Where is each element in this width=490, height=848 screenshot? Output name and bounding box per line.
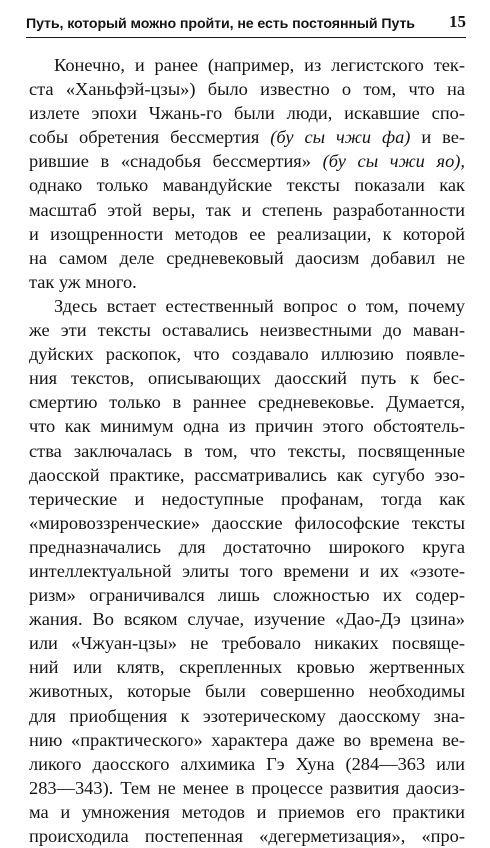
text-line: [29, 246, 465, 270]
text-line: [29, 101, 465, 125]
text-line: [29, 535, 465, 559]
italic-term: (бу сы чжи яо),: [322, 151, 465, 172]
text-span: ризм» ограничивался лишь сложностью их содер-: [29, 585, 465, 606]
text-span: для приобщения к эзотерическому даосскому зна-: [29, 705, 465, 726]
text-span: нию «практического» характера даже во времена ве-: [29, 729, 465, 750]
text-line: [29, 439, 465, 463]
text-line: [29, 704, 465, 728]
text-line: [29, 752, 465, 776]
text-span: ния текстов, описывающих даосский путь к бес-: [29, 368, 465, 389]
text-span: предназначались для достаточно широкого круга: [29, 536, 465, 557]
text-span: смертию только в раннее средневековье. Думается,: [29, 392, 465, 413]
text-span: терические и недоступные профанам, тогда как: [29, 488, 465, 509]
text-line: [29, 414, 465, 438]
text-line: [29, 77, 465, 101]
text-line: [29, 631, 465, 655]
text-line: [29, 366, 465, 390]
text-line: [29, 270, 465, 294]
text-line: [29, 463, 465, 487]
text-line: [29, 318, 465, 342]
text-line: [29, 342, 465, 366]
text-line: [29, 776, 465, 800]
text-line: [29, 173, 465, 197]
text-span: животных, которые были совершенно необходимы: [29, 681, 465, 702]
text-span: Здесь встает естественный вопрос о том, почему: [54, 295, 465, 316]
text-line: [29, 559, 465, 583]
text-line: [29, 607, 465, 631]
text-span: излете эпохи Чжань-го были люди, искавшие спо-: [29, 103, 465, 124]
text-span: ликого даосского алхимика Гэ Хуна (284—363 или: [29, 753, 465, 774]
text-line: [29, 53, 465, 77]
page-number: 15: [449, 12, 466, 31]
text-span: даосской практике, рассматривались как сугубо эзо-: [29, 464, 465, 485]
text-span: дуйских раскопок, что создавало иллюзию появле-: [29, 344, 465, 365]
text-line: [29, 487, 465, 511]
text-span: так уж много.: [29, 271, 137, 292]
text-span: интеллектуальной элиты того времени и их «эзоте-: [29, 560, 465, 581]
text-span: или «Чжуан-цзы» не требовало никаких посвяще-: [29, 633, 465, 654]
text-span: и изощренности методов ее реализации, к которой: [29, 223, 465, 244]
text-line: [29, 390, 465, 414]
text-span: масштаб этой веры, так и степень разработанности: [29, 199, 465, 220]
italic-term: (бу сы чжи фа): [270, 127, 411, 148]
text-line: [29, 222, 465, 246]
text-span: собы обретения бессмертия: [29, 127, 271, 148]
text-span: рившие в «снадобья бессмертия»: [29, 151, 323, 172]
running-title: Путь, который можно пройти, не есть постоянный Путь: [26, 16, 415, 32]
text-span: ний или клятв, скрепленных кровью жертвенных: [29, 657, 465, 678]
running-header: [26, 8, 466, 38]
text-span: однако только мавандуйские тексты показали как: [29, 175, 465, 196]
text-span: ства заключалась в том, что тексты, посвященные: [29, 440, 465, 461]
text-line: [29, 824, 465, 848]
text-line: [29, 294, 465, 318]
text-span: происходила постепенная «дегерметизация», «про-: [29, 826, 465, 846]
text-span: и ве-: [410, 127, 465, 148]
text-line: [29, 728, 465, 752]
text-line: [29, 149, 465, 173]
text-span: ма и умножения методов и приемов его практики: [29, 801, 465, 822]
text-span: Конечно, и ранее (например, из легистского тек-: [54, 55, 465, 75]
text-span: ста «Ханьфэй-цзы») было известно о том, что на: [29, 79, 465, 100]
text-line: [29, 679, 465, 703]
text-span: «мировоззренческие» даосские философские тексты: [29, 512, 465, 533]
text-line: [29, 655, 465, 679]
text-span: жания. Во всяком случае, изучение «Дао-Дэ цзина»: [29, 609, 465, 630]
text-line: [29, 511, 465, 535]
text-span: на самом деле средневековый даосизм добавил не: [29, 247, 465, 268]
text-span: что как минимум одна из причин этого обстоятель-: [29, 416, 465, 437]
text-line: [29, 198, 465, 222]
text-span: же эти тексты оставались неизвестными до маван-: [29, 320, 465, 341]
text-span: 283—343). Тем не менее в процессе развития даосиз-: [29, 777, 465, 798]
text-line: [29, 800, 465, 824]
body-text: [29, 53, 465, 848]
text-line: [29, 583, 465, 607]
text-line: [29, 125, 465, 149]
